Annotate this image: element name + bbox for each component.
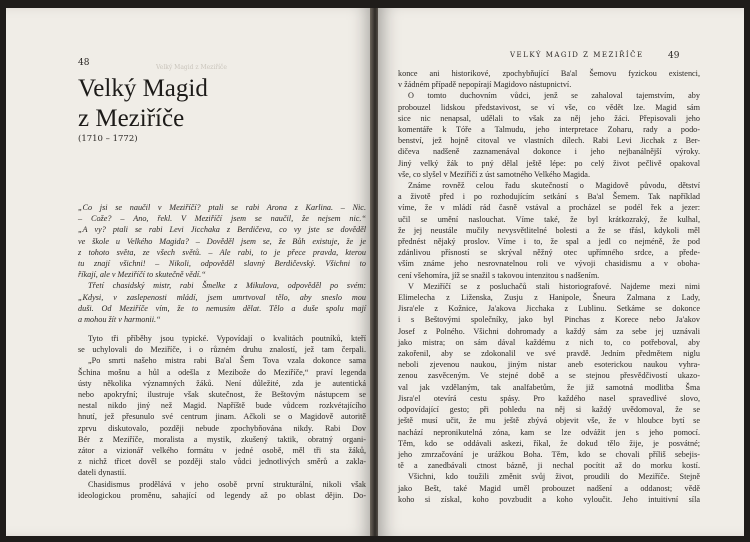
text-line: tu znají všichni! – Nikoli, odpověděl slavný Berdičevský. Všichni to xyxy=(78,259,366,269)
text-line: neboli zjevenou naukou, jiným nistar aneb esoterickou naukou vyhra- xyxy=(398,360,700,370)
text-line: ve škole u Velkého Magida? – Dověděl jsem se, že Bůh existuje, že je xyxy=(78,236,366,246)
text-line: jako mistra; on sám dával každému z nich to, co potřeboval, aby xyxy=(398,337,700,347)
text-line: ideologickou proměnu, sahající od legendy až po oblast dějin. Do- xyxy=(78,490,366,500)
text-line: sice nic nenapsal, udělali to však za něj jeho žáci. Přepisovali jeho xyxy=(398,113,700,123)
text-line: hnutí, jež přesunulo své centrum jinam. Ačkoli se o Magidově autoritě xyxy=(78,412,366,422)
body-text-left xyxy=(78,333,366,501)
chapter-title xyxy=(78,74,208,134)
text-line: konce ani historikové, zpochybňující Ba'al Šemovu fyzickou existenci, xyxy=(398,69,700,78)
text-line: Známe rovněž celou řadu skutečností o Magidově původu, dětství xyxy=(408,181,700,191)
text-line: v žádném případě nepopírají Magidovo nástupnictví. xyxy=(398,80,572,90)
text-line: a životě před i po rozhodujícím setkání s Ba'al Šemem. Tak například xyxy=(398,192,700,202)
right-page xyxy=(378,8,744,536)
text-line: Chasidismus prodělává v jeho osobě první strukturální, nikoli však xyxy=(88,479,366,489)
text-line: zenou zasvěceným. Ve stejné době a se stejnou přesvědčivostí ukazo- xyxy=(398,371,700,381)
text-line: V Meziříčí se z posluchačů stali historiografové. Najdeme mezi nimi xyxy=(408,281,700,291)
text-line: – Cože? – Ano, řekl. V Meziříčí jsem se naučil, že nejsem nic.“ xyxy=(78,214,366,224)
text-line: cení všehomíra, jíž se snažil s takovou intenzitou s nadšením. xyxy=(398,270,600,280)
text-line: nebo apokryfní; ilustruje však skutečnost, že Beštovým nástupcem se xyxy=(78,390,366,400)
text-line: že jej neustále mučily nevysvětlitelné bolesti a že se třásl, kdykoli měl xyxy=(398,225,700,235)
text-line: zakořenil, aby se zdokonalil ve své pravdě. Jedním předmětem niglu xyxy=(398,349,700,359)
text-line: Josef z Polného. Všichni dohromady a každý sám za sebe jej uznávali xyxy=(398,326,700,336)
text-line: Elimelecha z Liženska, Zusju z Hanipole, Šneura Zalmana z Lady, xyxy=(398,293,700,303)
text-line: ústy několika významných žáků. Není důležité, zda je autentická xyxy=(78,378,366,388)
text-line: a mohou žít v harmonii.“ xyxy=(78,315,161,325)
running-head: VELKÝ MAGID Z MEZIŘÍČE xyxy=(510,51,644,59)
text-line: Jisra'el otevírá cestu spásy. Pro každého nasel spravedlivé slovo, xyxy=(398,393,700,403)
text-line: zdánlivou přísností se skrýval něžný otec upřímného srdce, a přede- xyxy=(398,248,700,258)
text-line: vším známe jeho nesrovnatelnou roli ve vývoji chasidismu a v obohа- xyxy=(398,259,700,269)
book-spread xyxy=(6,8,744,536)
left-page xyxy=(6,8,372,536)
text-line: i s Beštovými společníky, jako byl Pinchas z Korece nebo Ja'akov xyxy=(398,315,700,325)
text-line: z nichž třicet dověl se později stalo vůdci jednotlivých směrů a zakla- xyxy=(78,457,366,467)
text-line: vše, co slyšel v Meziříčí z úst samotného Velkého Magida. xyxy=(398,169,590,179)
text-line: zprvu diskutovalo, později nebude zpochybňována nikdy. Rabi Dov xyxy=(78,423,366,433)
text-line: jako Bešt, také Magid uměl probouzet nadšení a oddanost; vědě xyxy=(398,483,700,493)
life-dates: (1710 – 1772) xyxy=(78,134,138,144)
text-line: Těm, kdo se oddávali askezi, říkal, že dokud tělo žije, je posvátné; xyxy=(398,438,700,448)
epigraph-quote xyxy=(78,202,366,325)
page-number-right: 49 xyxy=(668,51,680,61)
text-line: koho si získal, koho povzbudit a koho vyloučit. Jeho intuitivní síla xyxy=(398,494,700,504)
text-line: probouzel lidskou představivost, se ví vše, co vědět lze. Magid sám xyxy=(398,102,700,112)
text-line: duši. Od Meziříče vím, že to nemusím dělat. Tělo a duše spolu mají xyxy=(78,303,366,313)
text-line: „A vy? ptali se rabi Levi Jicchaka z Berdičeva, co vy jste se dověděl xyxy=(78,225,366,235)
text-line: učil se umění naslouchat. Víme také, že byl krátkozraký, že kulhal, xyxy=(398,214,700,224)
text-line: se uchylovali do Meziříče, i o různém druhu znalostí, jež tam čerpali. xyxy=(78,345,366,355)
text-line: benství, jež hojně citoval ve vlastních dílech. Rabi Levi Jicchak z Ber- xyxy=(398,136,700,146)
text-line: odpovídající gesto; při pohledu na něj si každý uvědomoval, že se xyxy=(398,405,700,415)
page-number-left: 48 xyxy=(78,58,90,68)
text-line: zátor a vizionář velkého formátu v jedné osobě, měl tři sta žáků, xyxy=(78,446,366,456)
text-line: „Kdysi, v zaslepenosti mládí, jsem umrtvoval tělo, aby sneslo mou xyxy=(78,292,366,302)
text-line: říkají, ale v Meziříčí to skutečně vědí.“ xyxy=(78,270,206,280)
text-line: nestal nikdo jiný než Magid. Napříště bude vůdcem rozkvétajícího xyxy=(78,401,366,411)
text-line: Šchina mošnu a hůl a odešla z Mezibože do Meziříče,“ praví legenda xyxy=(78,367,366,377)
text-line: Všichni, kdo toužili změnit svůj život, proudili do Meziříče. Stejně xyxy=(408,472,700,482)
text-line: jeho zmrzačování je urážkou Boha. Těm, kdo se chovali příliš sebejis- xyxy=(398,449,700,459)
text-line: O tomto duchovním vůdci, jenž se zahaloval tajemstvím, aby xyxy=(408,91,700,101)
text-line: „Po smrti našeho mistra rabi Ba'al Šem Tova vzala dokonce sama xyxy=(88,356,366,366)
chapter-title-line: Velký Magid xyxy=(78,75,208,102)
text-line: Jisra'ele z Kožnice, Ja'akova Jicchaka z Lublinu. Setkáme se dokonce xyxy=(398,304,700,314)
chapter-title-line: z Meziříče xyxy=(78,105,185,132)
text-line: přednést nějaký proslov. Víme i to, že spal a jedl co nejméně, že pod xyxy=(398,237,700,247)
text-line: komentáře k Tóře a Talmudu, jeho interpretace Zoharu, rady a podo- xyxy=(398,125,700,135)
text-line: „Co jsi se naučil v Meziříčí? ptali se rabi Arona z Karlina. – Nic. xyxy=(78,203,366,212)
show-through-text: Velký Magid z Meziříče xyxy=(156,64,227,71)
text-line: víme, že v mládí rád časně vstával a procházel se podél řek a jezer: xyxy=(398,203,700,213)
text-line: ještě musí učit, že mu ještě zbývá objevit vše, že v hloubce bytí se xyxy=(398,416,700,426)
text-line: val jak vzdělaným, tak analfabetům, že již samotná modlitba Šma xyxy=(398,382,700,392)
text-line: Bér z Meziříče, moralista a mystik, zkušený taktik, obratný organi- xyxy=(78,434,366,444)
text-line: Jiný velký žák to pný dělal ještě lépe: po celý život pečlivě opakoval xyxy=(398,158,700,168)
text-line: tě a zanedbávali ctnost bázně, ji nechal pocítit až do morku kostí. xyxy=(398,461,700,471)
text-line: dateli dynastií. xyxy=(78,468,127,478)
body-text-right xyxy=(398,68,700,505)
text-line: Třetí chasidský mistr, rabi Šmelke z Mikulova, odpověděl po svém: xyxy=(88,281,366,291)
text-line: nachází nepronikutelná zóna, kam se lze odvážit jen s jeho pomocí. xyxy=(398,427,700,437)
text-line: Tyto tři příběhy jsou typické. Vypovídají o kvalitách poutníků, kteří xyxy=(88,334,366,343)
text-line: z tohoto světa, ze všech světů. – Ale rabi, to je přece pravda, kterou xyxy=(78,247,366,257)
text-line: dičeva nadšeně zaznamenával dokonce i jeho nejbanálnější výroky. xyxy=(398,147,700,157)
